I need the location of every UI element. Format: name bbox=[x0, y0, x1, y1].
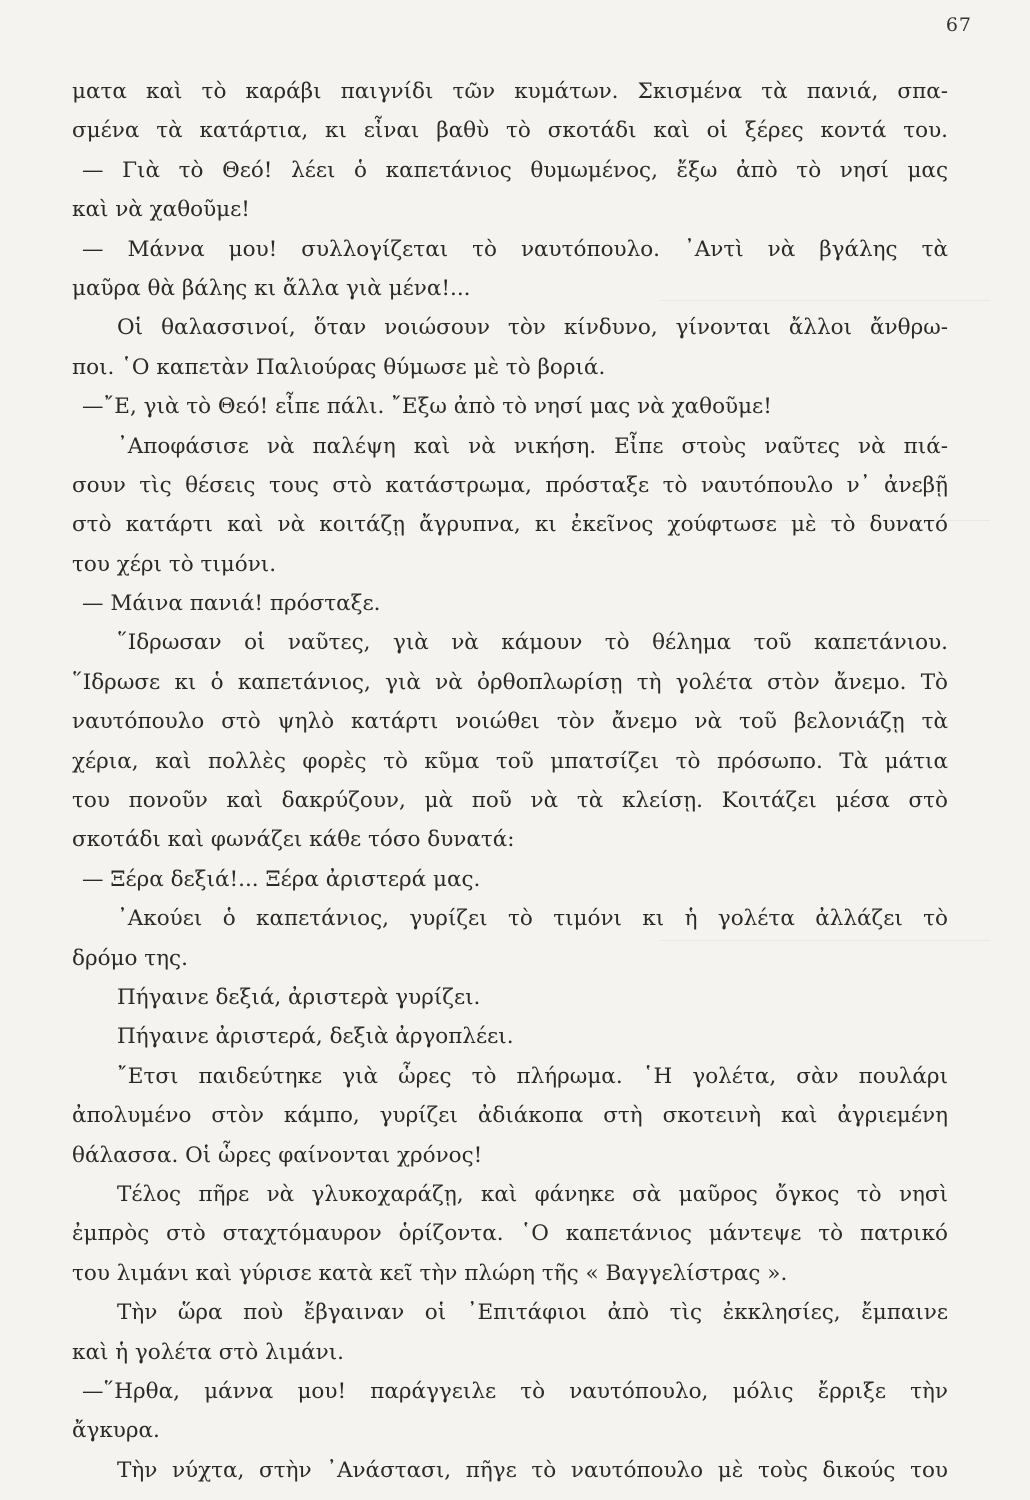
text-line: του πονοῦν καὶ δακρύζουν, μὰ ποῦ νὰ τὰ κλείσῃ. Κοιτάζει μέσα στὸ bbox=[72, 788, 948, 814]
text-line: σμένα τὰ κατάρτια, κι εἶναι βαθὺ τὸ σκοτάδι καὶ οἱ ξέρες κοντά του. bbox=[72, 118, 948, 144]
text-line: Οἱ θαλασσινοί, ὅταν νοιώσουν τὸν κίνδυνο, γίνονται ἄλλοι ἄνθρω- bbox=[117, 315, 948, 341]
text-line: —῎Ε, γιὰ τὸ Θεό! εἶπε πάλι. ῎Εξω ἀπὸ τὸ νησί μας νὰ χαθοῦμε! bbox=[82, 394, 772, 420]
text-line: του χέρι τὸ τιμόνι. bbox=[72, 551, 277, 577]
page-number: 67 bbox=[945, 14, 972, 36]
text-line: ποι. ῾Ο καπετὰν Παλιούρας θύμωσε μὲ τὸ βοριά. bbox=[72, 354, 606, 380]
text-line: δρόμο της. bbox=[72, 945, 188, 971]
text-line: χέρια, καὶ πολλὲς φορὲς τὸ κῦμα τοῦ μπατσίζει τὸ πρόσωπο. Τὰ μάτια bbox=[72, 748, 948, 774]
text-line: ματα καὶ τὸ καράβι παιγνίδι τῶν κυμάτων. Σκισμένα τὰ πανιά, σπα- bbox=[72, 79, 948, 104]
text-line: — Ξέρα δεξιά!... Ξέρα ἀριστερά μας. bbox=[82, 866, 481, 892]
text-line: θάλασσα. Οἱ ὧρες φαίνονται χρόνος! bbox=[72, 1142, 483, 1168]
text-line: ναυτόπουλο στὸ ψηλὸ κατάρτι νοιώθει τὸν ἄνεμο νὰ τοῦ βελονιάζῃ τὰ bbox=[72, 709, 948, 735]
text-line: ἀπολυμένο στὸν κάμπο, γυρίζει ἀδιάκοπα στὴ σκοτεινὴ καὶ ἀγριεμένη bbox=[72, 1103, 948, 1129]
text-line: καὶ ἡ γολέτα στὸ λιμάνι. bbox=[72, 1339, 344, 1365]
text-line: — Μάινα πανιά! πρόσταξε. bbox=[82, 591, 381, 617]
text-line: ῎Ετσι παιδεύτηκε γιὰ ὧρες τὸ πλήρωμα. ῾Η γολέτα, σὰν πουλάρι bbox=[117, 1063, 948, 1089]
text-line: Τέλος πῆρε νὰ γλυκοχαράζῃ, καὶ φάνηκε σὰ μαῦρος ὄγκος τὸ νησὶ bbox=[117, 1181, 948, 1207]
text-line: ῞Ιδρωσαν οἱ ναῦτες, γιὰ νὰ κάμουν τὸ θέλημα τοῦ καπετάνιου. bbox=[117, 630, 948, 656]
text-line: ᾿Αποφάσισε νὰ παλέψη καὶ νὰ νικήση. Εἶπε στοὺς ναῦτες νὰ πιά- bbox=[117, 433, 948, 459]
text-line: μαῦρα θὰ βάλης κι ἄλλα γιὰ μένα!... bbox=[72, 275, 471, 301]
text-line: του λιμάνι καὶ γύρισε κατὰ κεῖ τὴν πλώρη τῆς « Βαγγελίστρας ». bbox=[72, 1260, 788, 1286]
text-line: Τὴν ὥρα ποὺ ἔβγαιναν οἱ ᾿Επιτάφιοι ἀπὸ τὶς ἐκκλησίες, ἔμπαινε bbox=[117, 1300, 948, 1326]
text-line: — Μάννα μου! συλλογίζεται τὸ ναυτόπουλο. ᾿Αντὶ νὰ βγάλης τὰ bbox=[82, 236, 948, 262]
text-line: — Γιὰ τὸ Θεό! λέει ὁ καπετάνιος θυμωμένος, ἔξω ἀπὸ τὸ νησί μας bbox=[82, 157, 948, 183]
text-line: στὸ κατάρτι καὶ νὰ κοιτάζῃ ἄγρυπνα, κι ἐκεῖνος χούφτωσε μὲ τὸ δυνατό bbox=[72, 512, 948, 538]
text-line: ᾿Ακούει ὁ καπετάνιος, γυρίζει τὸ τιμόνι κι ἡ γολέτα ἀλλάζει τὸ bbox=[117, 906, 948, 932]
body-text bbox=[72, 72, 948, 1490]
text-line: Πήγαινε δεξιά, ἀριστερὰ γυρίζει. bbox=[117, 984, 481, 1010]
text-line: ἄγκυρα. bbox=[72, 1418, 160, 1444]
text-line: Πήγαινε ἀριστερά, δεξιὰ ἀργοπλέει. bbox=[117, 1024, 514, 1050]
text-line: Τὴν νύχτα, στὴν ᾿Ανάστασι, πῆγε τὸ ναυτόπουλο μὲ τοὺς δικούς του bbox=[117, 1457, 948, 1483]
text-line: σουν τὶς θέσεις τους στὸ κατάστρωμα, πρόσταξε τὸ ναυτόπουλο ν᾿ ἀνεβῇ bbox=[72, 472, 948, 498]
text-line: ἐμπρὸς στὸ σταχτόμαυρον ὁρίζοντα. ῾Ο καπετάνιος μάντεψε τὸ πατρικό bbox=[72, 1221, 948, 1247]
text-line: σκοτάδι καὶ φωνάζει κάθε τόσο δυνατά: bbox=[72, 827, 515, 853]
text-line: καὶ νὰ χαθοῦμε! bbox=[72, 197, 250, 223]
text-line: ῞Ιδρωσε κι ὁ καπετάνιος, γιὰ νὰ ὀρθοπλωρίσῃ τὴ γολέτα στὸν ἄνεμο. Τὸ bbox=[72, 669, 948, 695]
text-line: —῞Ηρθα, μάννα μου! παράγγειλε τὸ ναυτόπουλο, μόλις ἔρριξε τὴν bbox=[82, 1378, 948, 1404]
